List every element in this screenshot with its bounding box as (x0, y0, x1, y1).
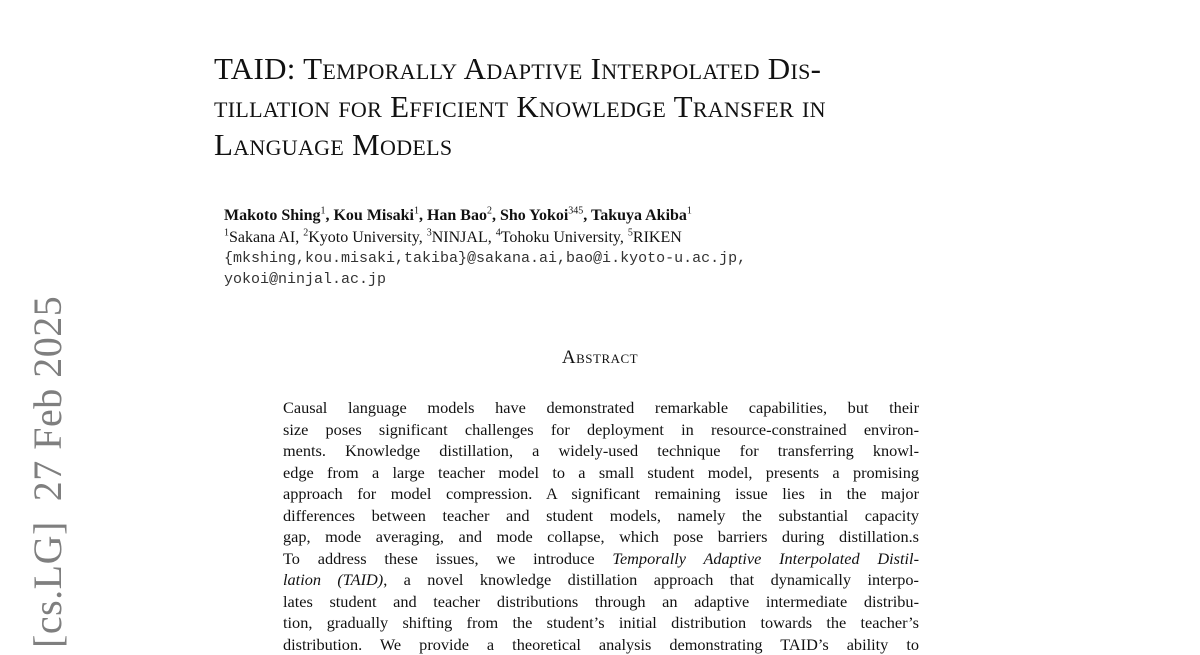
author: Han Bao$^2$, (427, 207, 500, 224)
affiliation: $^1$Sakana AI, (224, 229, 303, 246)
affiliation: $^3$NINJAL, (427, 229, 496, 246)
author-name: Makoto Shing (224, 207, 320, 224)
abstract-body (283, 397, 919, 655)
affiliation: $^5$RIKEN (628, 229, 682, 246)
author-list (224, 202, 692, 226)
author-name: Kou Misaki (333, 207, 413, 224)
author-affiliation-mark: 1 (414, 206, 419, 217)
title-line: TAID: Temporally Adaptive Interpolated Dis- (214, 51, 821, 86)
abstract-line: size poses significant challenges for deployment in resource-constrained environ- (283, 419, 919, 441)
author-affiliation-mark: 1 (687, 206, 692, 217)
author-emails (224, 248, 746, 290)
abstract-line: lates student and teacher distributions through an adaptive intermediate distribu- (283, 591, 919, 613)
method-name-emphasis: lation (TAID) (283, 570, 383, 589)
abstract-heading: Abstract (0, 347, 1200, 369)
abstract-line: ments. Knowledge distillation, a widely-used technique for transferring knowl- (283, 440, 919, 462)
author: Makoto Shing$^1$, (224, 207, 333, 224)
author: Sho Yokoi$^{345}$, (500, 207, 591, 224)
author-affiliation-mark: 1 (320, 206, 325, 217)
affiliation-list (224, 224, 682, 248)
abstract-line: differences between teacher and student models, namely the substantial capacity (283, 505, 919, 527)
email-line: yokoi@ninjal.ac.jp (224, 271, 386, 288)
arxiv-category: [cs.LG] (25, 521, 70, 648)
abstract-line: To address these issues, we introduce Temporally Adaptive Interpolated Distil- (283, 548, 919, 570)
affiliation: $^4$Tohoku University, (496, 229, 628, 246)
title-line: Language Models (214, 127, 452, 162)
abstract-line: lation (TAID), a novel knowledge distillation approach that dynamically interpo- (283, 569, 919, 591)
abstract-line: edge from a large teacher model to a small student model, presents a promising (283, 462, 919, 484)
author-name: Takuya Akiba (591, 207, 687, 224)
author-affiliation-mark: 2 (487, 206, 492, 217)
abstract-line: approach for model compression. A significant remaining issue lies in the major (283, 483, 919, 505)
arxiv-date: 27 Feb 2025 (25, 296, 70, 502)
author: Kou Misaki$^1$, (333, 207, 426, 224)
abstract-line: tion, gradually shifting from the student’s initial distribution towards the teacher’s (283, 612, 919, 634)
paper-title (214, 50, 1014, 164)
author-name: Han Bao (427, 207, 487, 224)
email-line: {mkshing,kou.misaki,takiba}@sakana.ai,bao@i.kyoto-u.ac.jp, (224, 250, 746, 267)
abstract-line: distribution. We provide a theoretical analysis demonstrating TAID’s ability to (283, 634, 919, 655)
method-name-emphasis: Temporally Adaptive Interpolated Distil- (612, 549, 919, 568)
author-affiliation-mark: 345 (568, 206, 583, 217)
affiliation: $^2$Kyoto University, (303, 229, 427, 246)
author (591, 207, 692, 224)
abstract-line: gap, mode averaging, and mode collapse, which pose barriers during distillation.s (283, 526, 919, 548)
abstract-line: Causal language models have demonstrated remarkable capabilities, but their (283, 397, 919, 419)
author-name: Sho Yokoi (500, 207, 568, 224)
title-line: tillation for Efficient Knowledge Transfer in (214, 89, 826, 124)
